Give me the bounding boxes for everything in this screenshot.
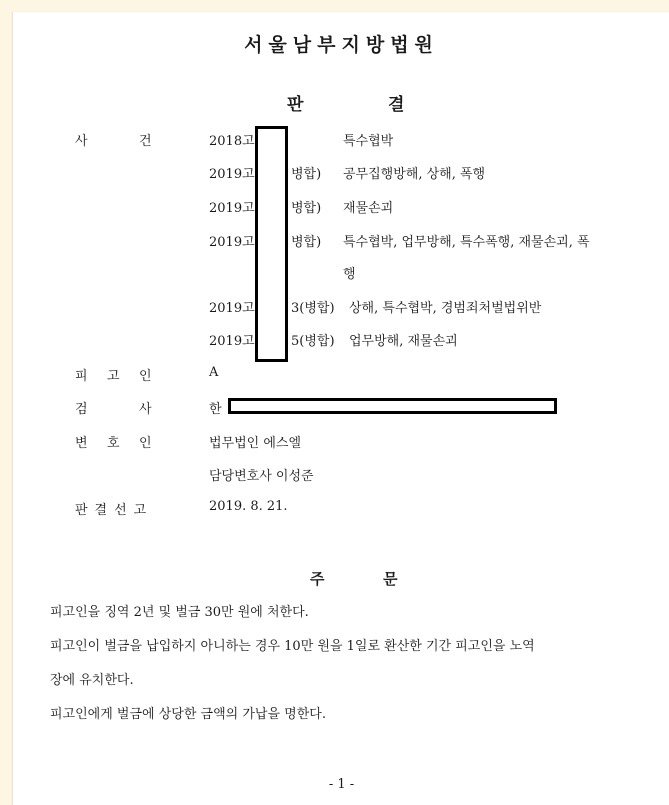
case-charges: 업무방해, 재물손괴	[349, 334, 458, 349]
case-number: 2019고	[209, 301, 255, 316]
case-label-a: 사	[75, 134, 88, 149]
order-paragraph: 피고인이 벌금을 납입하지 아니하는 경우 10만 원을 1일로 환산한 기간 피고인을 노역	[50, 639, 535, 654]
case-charges: 특수협박	[343, 134, 394, 149]
judgment-title-left: 판	[287, 95, 304, 115]
law-firm: 법무법인 에스엘	[209, 436, 302, 451]
lead-attorney: 담당변호사 이성준	[209, 469, 314, 484]
page-number: - 1 -	[328, 777, 355, 792]
case-charges-continued: 행	[343, 267, 356, 282]
case-charges: 재물손괴	[343, 201, 394, 216]
case-merged-tag: 병합)	[291, 167, 322, 182]
case-charges: 특수협박, 업무방해, 특수폭행, 재물손괴, 폭	[343, 235, 590, 250]
defendant-name: A	[209, 365, 219, 380]
case-number: 2019고	[209, 167, 255, 182]
case-charges: 상해, 특수협박, 경범죄처벌법위반	[349, 301, 542, 316]
case-label-b: 건	[139, 134, 152, 149]
order-paragraph: 장에 유치한다.	[50, 673, 134, 688]
redaction-box-prosecutor	[228, 398, 557, 414]
defendant-label-3: 인	[139, 369, 152, 384]
prosecutor-label-b: 사	[139, 402, 152, 417]
judgment-title-right: 결	[388, 95, 405, 115]
sentencing-date: 2019. 8. 21.	[209, 499, 288, 514]
defendant-label-1: 피	[75, 369, 88, 384]
order-paragraph: 피고인을 징역 2년 및 벌금 30만 원에 처한다.	[50, 605, 309, 620]
case-charges: 공무집행방해, 상해, 폭행	[343, 167, 486, 182]
case-number: 2018고	[209, 134, 255, 149]
court-name: 서울남부지방법원	[244, 34, 439, 56]
case-merged-tag: 5(병합)	[291, 334, 335, 349]
case-merged-tag: 병합)	[291, 235, 322, 250]
redaction-box-case-numbers	[255, 126, 288, 362]
order-paragraph: 피고인에게 벌금에 상당한 금액의 가납을 명한다.	[50, 707, 326, 722]
attorney-label-3: 인	[139, 436, 152, 451]
case-number: 2019고	[209, 235, 255, 250]
attorney-label-2: 호	[107, 436, 120, 451]
case-number: 2019고	[209, 201, 255, 216]
sentencing-label: 판결선고	[75, 503, 154, 518]
order-title-left: 주	[310, 570, 325, 588]
case-merged-tag: 3(병합)	[291, 301, 335, 316]
prosecutor-name: 한	[209, 402, 222, 417]
case-number: 2019고	[209, 334, 255, 349]
attorney-label-1: 변	[75, 436, 88, 451]
defendant-label-2: 고	[107, 369, 120, 384]
prosecutor-label-a: 검	[75, 402, 88, 417]
document-page	[12, 12, 669, 805]
order-title-right: 문	[383, 570, 398, 588]
case-merged-tag: 병합)	[291, 201, 322, 216]
